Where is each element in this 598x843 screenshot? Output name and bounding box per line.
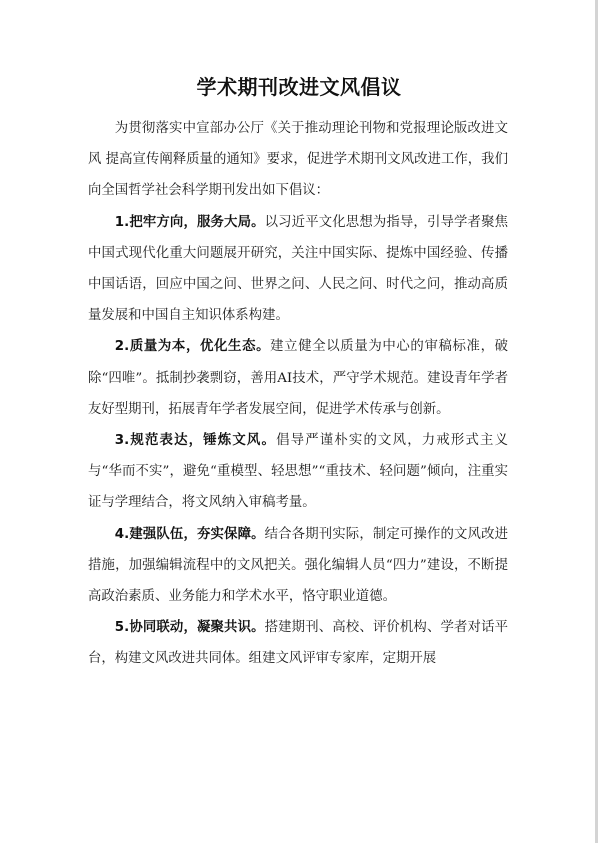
proposal-text-2: 建立健全以质量为中心的审稿标准，破除“四唯”。抵制抄袭剽窃，善用AI技术，严守学术规范。建设青年学者友好型期刊，拓展青年学者发展空间，促进学术传承与创新。 — [88, 339, 509, 417]
intro-paragraph: 为贯彻落实中宣部办公厅《关于推动理论刊物和党报理论版改进文风 提高宣传阐释质量的通知》要求，促进学术期刊文风改进工作，我们向全国哲学社会科学期刊发出如下倡议： — [88, 121, 508, 199]
proposal-text-5: 搭建期刊、高校、评价机构、学者对话平台，构建文风改进共同体。组建文风评审专家库，定期开展 — [88, 620, 508, 667]
proposal-heading-4: 4.建强队伍，夯实保障。 — [114, 526, 265, 542]
proposal-text-1: 以习近平文化思想为指导，引导学者聚焦中国式现代化重大问题展开研究，关注中国实际、提炼中国经验、传播中国话语，回应中国之问、世界之问、人民之问、时代之问，推动高质量发展和中国自主知识体系构建。 — [88, 214, 508, 324]
document-title: 学术期刊改进文风倡议 — [196, 75, 402, 99]
proposal-text-3: 倡导严谨朴实的文风，力戒形式主义与“华而不实”，避免“重模型、轻思想”“重技术、轻问题”倾向，注重实证与学理结合，将文风纳入审稿考量。 — [88, 433, 509, 511]
proposal-item-2 — [88, 331, 508, 425]
proposal-text-4: 结合各期刊实际，制定可操作的文风改进措施，加强编辑流程中的文风把关。强化编辑人员“四力”建设，不断提高政治素质、业务能力和学术水平，恪守职业道德。 — [88, 526, 508, 605]
document-body — [88, 113, 508, 675]
proposal-item-3 — [88, 425, 508, 519]
proposal-item-5 — [88, 612, 508, 674]
proposal-heading-1: 1.把牢方向，服务大局。 — [114, 214, 265, 230]
proposal-heading-2: 2.质量为本，优化生态。 — [114, 339, 271, 355]
proposal-item-1 — [88, 207, 508, 332]
proposal-heading-5: 5.协同联动，凝聚共识。 — [114, 620, 265, 636]
proposal-heading-3: 3.规范表达，锤炼文风。 — [114, 433, 277, 449]
proposal-item-4 — [88, 519, 508, 613]
